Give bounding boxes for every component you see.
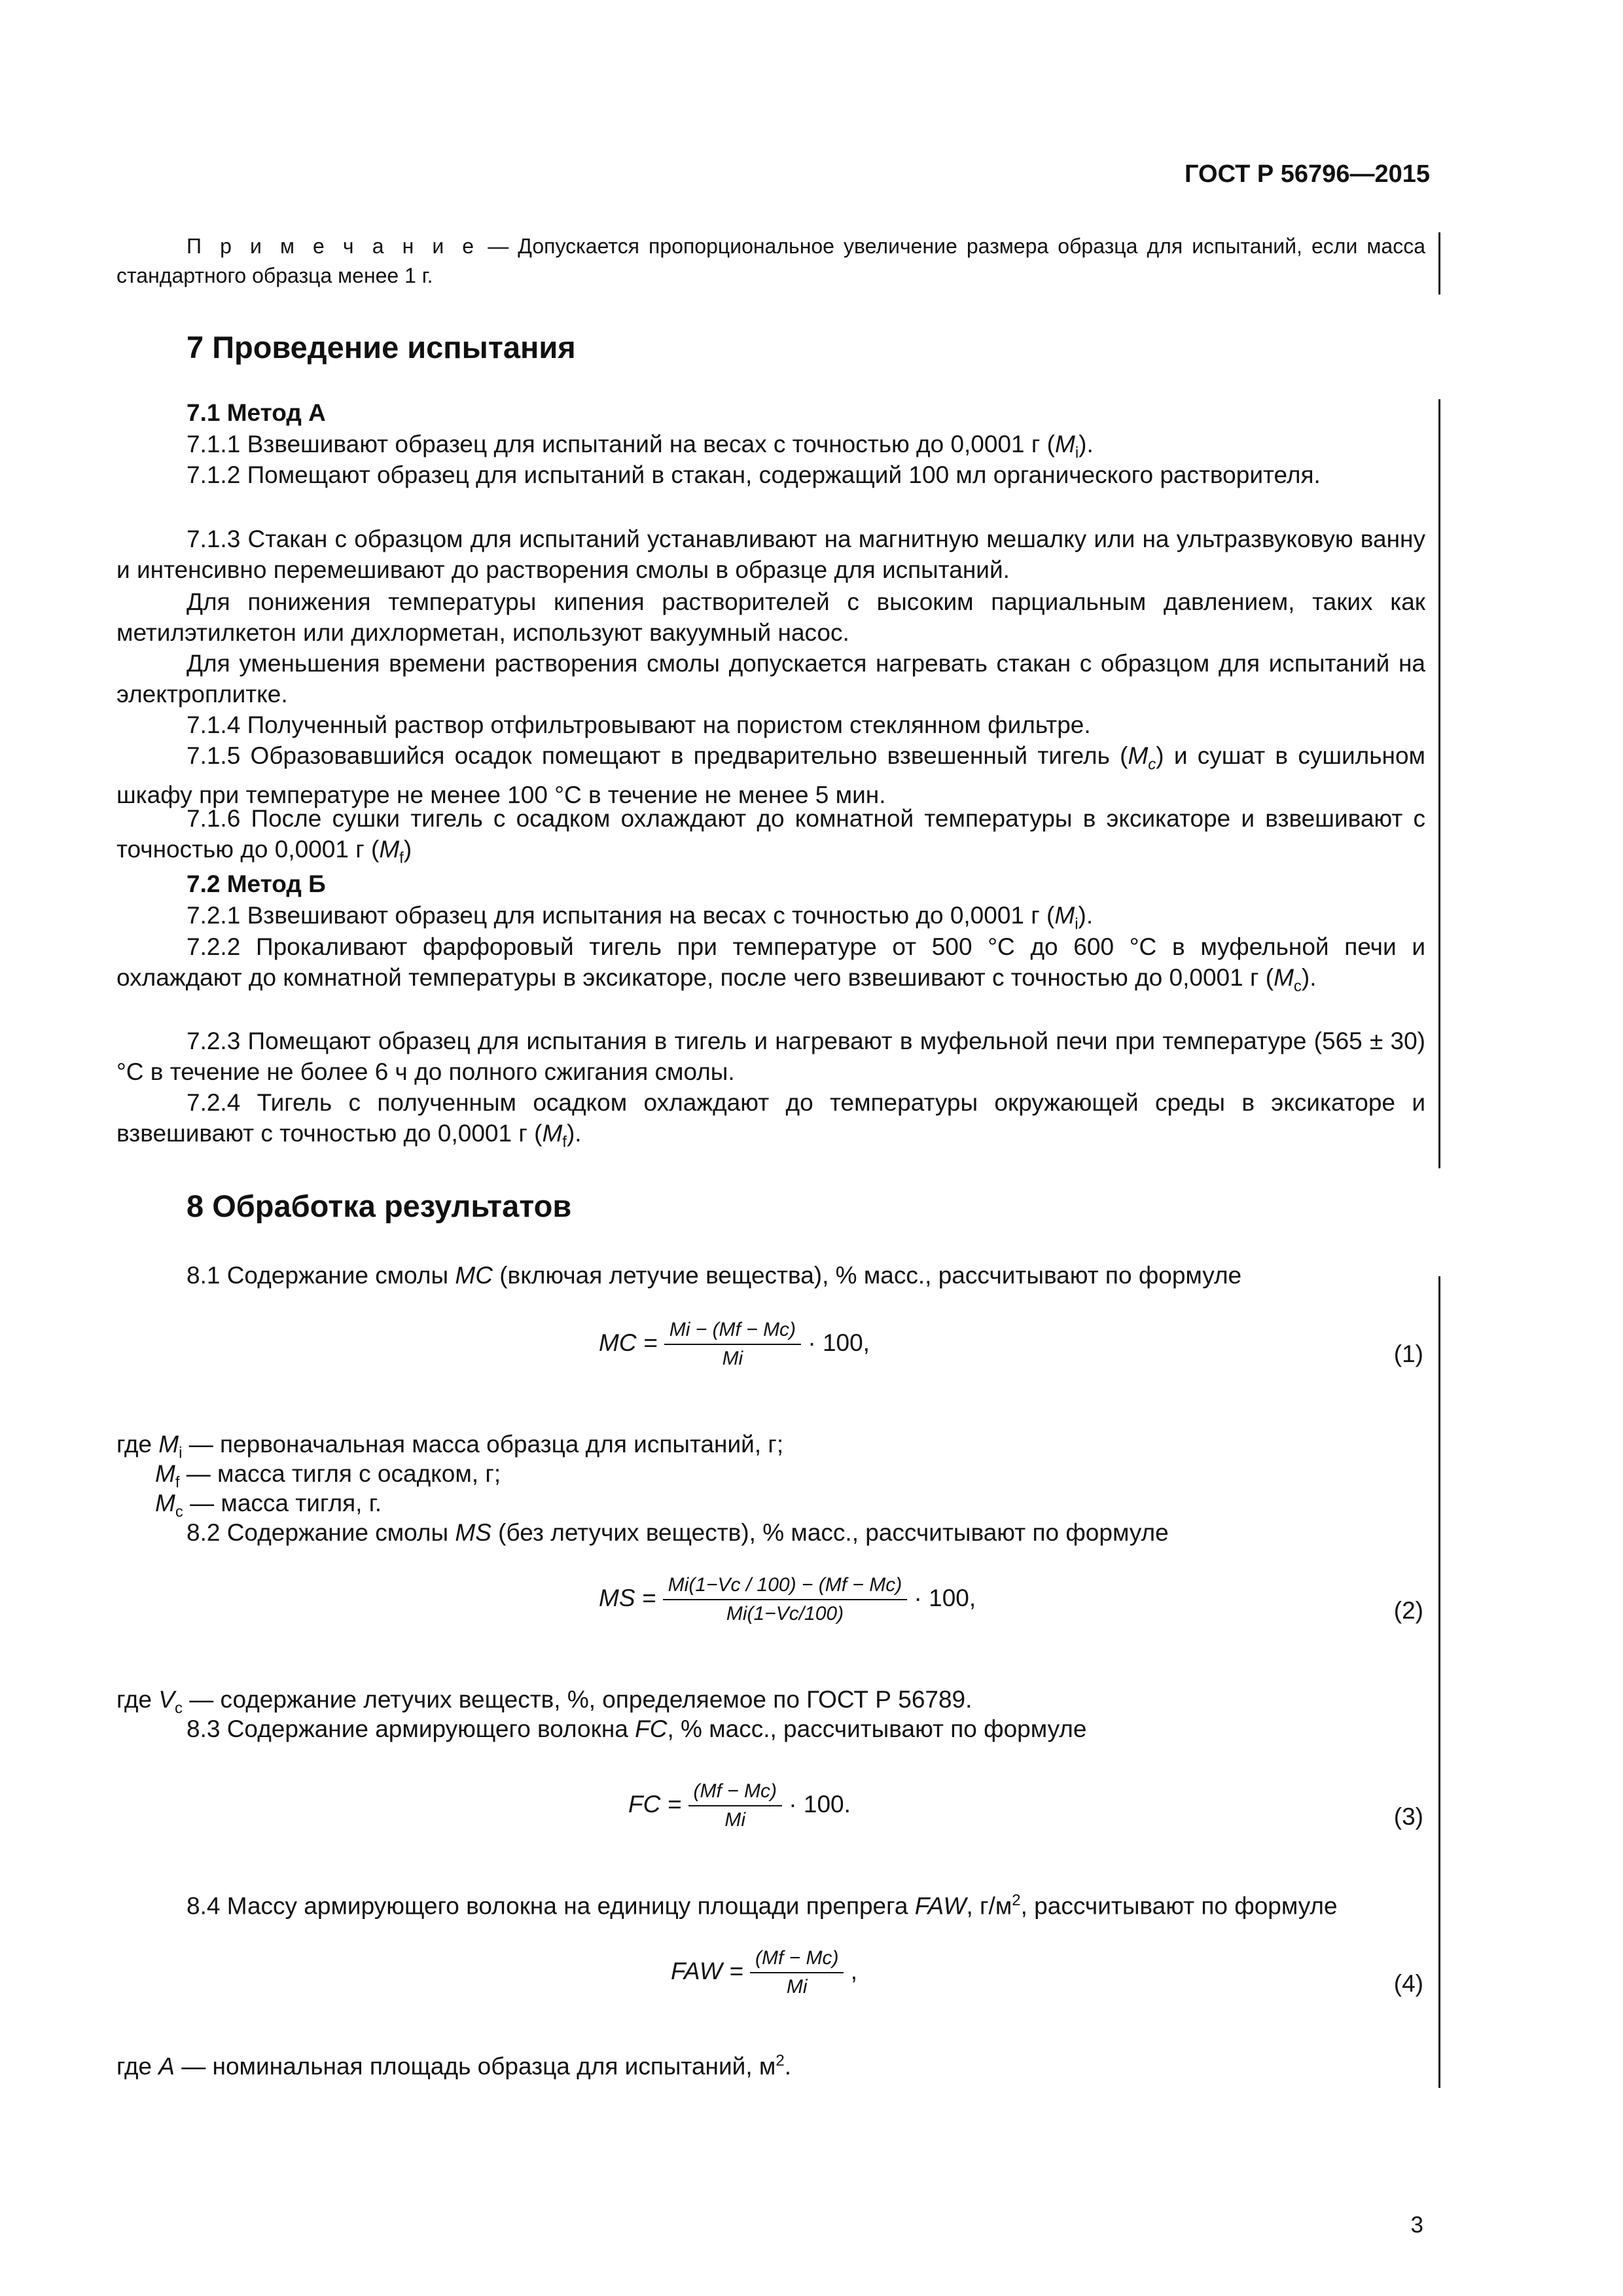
change-bar [1438, 232, 1440, 295]
where-mi: где $M_i$ — первоначальная масса образца для испытаний, г; [116, 1431, 784, 1462]
formula-2-number: (2) [1393, 1597, 1423, 1624]
change-bar [1438, 399, 1440, 1168]
note-text: — Допускается пропорциональное увеличение размера образца для испытаний, если масса стандартного образца менее 1 г. [116, 234, 1426, 287]
paragraph-8-3: 8.3 Содержание армирующего волокна FC, % масс., рассчитывают по формуле [187, 1715, 1087, 1742]
paragraph-7-1-2: 7.1.2 Помещают образец для испытаний в стакан, содержащий 100 мл органического растворителя. [187, 461, 1321, 488]
where-vc: где $V_c$ — содержание летучих веществ, %, определяемое по ГОСТ Р 56789. [116, 1686, 972, 1717]
paragraph-7-1-3-c: Для уменьшения времени растворения смолы допускается нагревать стакан с образцом для испытаний на электроплитке. [116, 650, 1425, 708]
paragraph-7-2-4: 7.2.4 Тигель с полученным осадком охлаждают до температуры окружающей среды в эксикаторе и взвешивают с точностью до 0,0001 г $(M_f)$. [116, 1089, 1425, 1151]
formula-3: FC = $\frac{(Mf - Mc)}{Mi}$ · 100. [628, 1780, 851, 1831]
formula-1-fraction: $\frac{Mi - (Mf - Mc)}{Mi}$ [664, 1319, 801, 1370]
paragraph-7-1-3-b: Для понижения температуры кипения растворителей с высоким парциальным давлением, таких как метилэтилкетон или дихлорметан, используют вакуумный насос. [116, 588, 1425, 646]
method-b-title: 7.2 Метод Б [187, 870, 326, 897]
paragraph-7-2-2: 7.2.2 Прокаливают фарфоровый тигель при температуре от 500 °С до 600 °С в муфельной печи и охлаждают до комнатной температуры в эксикаторе, после чего взвешивают с точностью до 0,0001 г $(M_c)$. [116, 933, 1425, 996]
formula-3-fraction: $\frac{(Mf - Mc)}{Mi}$ [688, 1780, 783, 1831]
formula-4-number: (4) [1393, 1970, 1423, 1997]
formula-2-fraction: $\frac{Mi(1-Vc / 100) - (Mf - Mc)}{Mi(1-Vc/100)}$ [663, 1574, 908, 1625]
method-a-title: 7.1 Метод А [187, 399, 326, 426]
paragraph-8-1: 8.1 Содержание смолы MC (включая летучие вещества), % масс., рассчитывают по формуле [187, 1262, 1242, 1289]
note-paragraph [116, 232, 1425, 291]
paragraph-8-4: 8.4 Массу армирующего волокна на единицу площади препрега FAW, $г/м^2$, рассчитывают по формуле [187, 1892, 1338, 1920]
where-mc: $M_c$ — масса тигля, г. [155, 1490, 382, 1521]
paragraph-7-1-4: 7.1.4 Полученный раствор отфильтровывают на пористом стеклянном фильтре. [187, 711, 1091, 738]
formula-4-fraction: $\frac{(Mf - Mc)}{Mi}$ [750, 1947, 844, 1998]
section-7-title: 7 Проведение испытания [187, 330, 576, 365]
note-label: П р и м е ч а н и е [187, 234, 479, 258]
paragraph-7-1-3: 7.1.3 Стакан с образцом для испытаний устанавливают на магнитную мешалку или на ультразвуковую ванну и интенсивно перемешивают до растворения смолы в образце для испытаний. [116, 526, 1425, 583]
paragraph-7-2-1: 7.2.1 Взвешивают образец для испытания на весах с точностью до 0,0001 г $(M_i)$. [187, 902, 1094, 933]
change-bar [1438, 1276, 1440, 2088]
paragraph-7-1-1: 7.1.1 Взвешивают образец для испытаний на весах с точностью до 0,0001 г $(M_i)$. [187, 431, 1094, 462]
formula-1: MC = $\frac{Mi - (Mf - Mc)}{Mi}$ · 100, [599, 1319, 870, 1369]
paragraph-7-2-3: 7.2.3 Помещают образец для испытания в тигель и нагревают в муфельной печи при температуре (565 ± 30) °С в течение не более 6 ч до полного сжигания смолы. [116, 1028, 1425, 1085]
paragraph-8-2: 8.2 Содержание смолы MS (без летучих веществ), % масс., рассчитывают по формуле [187, 1519, 1169, 1546]
section-8-title: 8 Обработка результатов [187, 1189, 572, 1223]
where-a: где A — номинальная площадь образца для испытаний, $м^2$. [116, 2052, 791, 2080]
formula-3-number: (3) [1393, 1803, 1423, 1830]
page-number: 3 [1410, 2212, 1423, 2238]
formula-2: MS = $\frac{Mi(1-Vc / 100) - (Mf - Mc)}{Mi(1-Vc/100)}$ · 100, [599, 1574, 976, 1624]
where-mf: $M_f$ — масса тигля с осадком, г; [155, 1460, 501, 1492]
document-code: ГОСТ Р 56796—2015 [1185, 160, 1430, 188]
formula-4: FAW = $\frac{(Mf - Mc)}{Mi}$ , [671, 1947, 858, 1998]
paragraph-7-1-5: 7.1.5 Образовавшийся осадок помещают в предварительно взвешенный тигель $(M_c)$ и сушат в сушильном шкафу при температуре не менее 100 °С в течение не менее 5 мин. [116, 742, 1425, 809]
formula-1-number: (1) [1393, 1340, 1423, 1367]
paragraph-7-1-6: 7.1.6 После сушки тигель с осадком охлаждают до комнатной температуры в эксикаторе и взвешивают с точностью до 0,0001 г $(M_f)$ [116, 805, 1425, 867]
